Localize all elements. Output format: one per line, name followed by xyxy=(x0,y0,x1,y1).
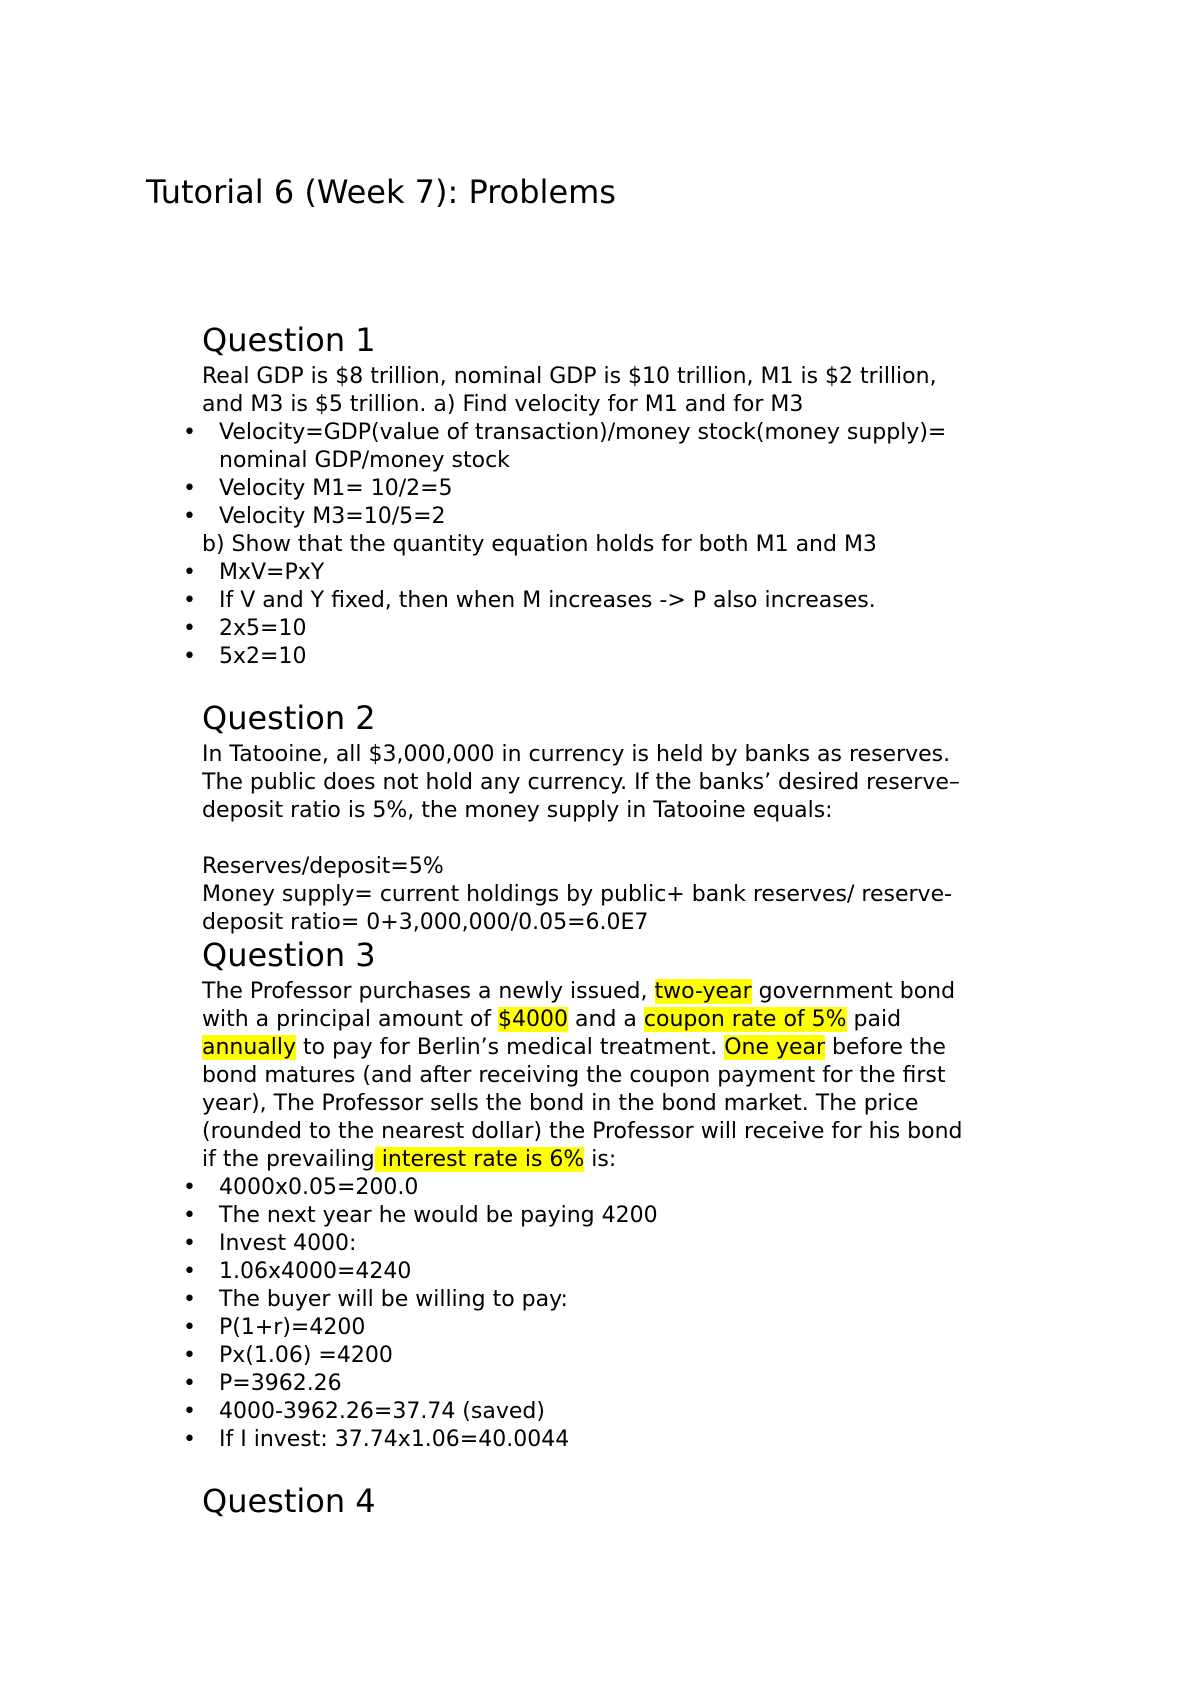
bullet-glyph: • xyxy=(183,1259,196,1284)
q3-text: is: xyxy=(584,1147,617,1172)
q2-text-line: deposit ratio is 5%, the money supply in Tatooine equals: xyxy=(202,798,833,823)
q3-text-line: bond matures (and after receiving the coupon payment for the first xyxy=(202,1063,946,1088)
q3-text-line xyxy=(202,1006,901,1034)
bullet-glyph: • xyxy=(183,588,196,613)
q3-bullet: P=3962.26 xyxy=(219,1371,342,1396)
bullet-glyph: • xyxy=(183,1371,196,1396)
bullet-glyph: • xyxy=(183,1343,196,1368)
question-2-heading: Question 2 xyxy=(202,699,376,737)
q3-text: government bond xyxy=(751,979,956,1004)
q2-text-line: deposit ratio= 0+3,000,000/0.05=6.0E7 xyxy=(202,910,649,935)
highlighted-text: $4000 xyxy=(498,1007,569,1032)
q3-bullet: The next year he would be paying 4200 xyxy=(219,1203,658,1228)
q3-text-line xyxy=(202,1034,946,1062)
q1-bullet-continuation: nominal GDP/money stock xyxy=(219,448,510,473)
q3-text: and a xyxy=(568,1007,644,1032)
question-1-heading: Question 1 xyxy=(202,321,376,359)
highlighted-text: two-year xyxy=(654,979,752,1004)
bullet-glyph: • xyxy=(183,616,196,641)
q1-bullet: 2x5=10 xyxy=(219,616,307,641)
bullet-glyph: • xyxy=(183,1399,196,1424)
bullet-glyph: • xyxy=(183,644,196,669)
q3-text: before the xyxy=(825,1035,946,1060)
bullet-glyph: • xyxy=(183,1315,196,1340)
bullet-glyph: • xyxy=(183,1231,196,1256)
bullet-glyph: • xyxy=(183,1175,196,1200)
q1-bullet: 5x2=10 xyxy=(219,644,307,669)
q3-bullet: P(1+r)=4200 xyxy=(219,1315,366,1340)
q3-text: if the prevailing xyxy=(202,1147,375,1172)
bullet-glyph: • xyxy=(183,504,196,529)
q3-bullet: The buyer will be willing to pay: xyxy=(219,1287,568,1312)
q3-bullet: 4000-3962.26=37.74 (saved) xyxy=(219,1399,545,1424)
question-4-heading: Question 4 xyxy=(202,1482,376,1520)
q3-bullet: 1.06x4000=4240 xyxy=(219,1259,412,1284)
bullet-glyph: • xyxy=(183,560,196,585)
bullet-glyph: • xyxy=(183,476,196,501)
bullet-glyph: • xyxy=(183,1287,196,1312)
q2-text-line: The public does not hold any currency. If the banks’ desired reserve– xyxy=(202,770,960,795)
q3-text: paid xyxy=(846,1007,902,1032)
highlighted-text: interest rate is 6% xyxy=(374,1147,585,1172)
q1-text-line: Real GDP is $8 trillion, nominal GDP is $10 trillion, M1 is $2 trillion, xyxy=(202,364,937,389)
q2-text-line: Reserves/deposit=5% xyxy=(202,854,444,879)
q1-bullet: Velocity=GDP(value of transaction)/money stock(money supply)= xyxy=(219,420,947,445)
q1-bullet: If V and Y fixed, then when M increases -> P also increases. xyxy=(219,588,876,613)
q3-text-line xyxy=(202,1146,616,1174)
q3-text: with a principal amount of xyxy=(202,1007,499,1032)
bullet-glyph: • xyxy=(183,1203,196,1228)
q1-bullet: Velocity M1= 10/2=5 xyxy=(219,476,453,501)
q1-text-line: and M3 is $5 trillion. a) Find velocity for M1 and for M3 xyxy=(202,392,804,417)
q3-bullet: 4000x0.05=200.0 xyxy=(219,1175,419,1200)
q3-bullet: If I invest: 37.74x1.06=40.0044 xyxy=(219,1427,570,1452)
q3-text: The Professor purchases a newly issued, xyxy=(202,979,655,1004)
bullet-glyph: • xyxy=(183,1427,196,1452)
q1-bullet: Velocity M3=10/5=2 xyxy=(219,504,446,529)
document-title: Tutorial 6 (Week 7): Problems xyxy=(146,173,616,211)
question-3-heading: Question 3 xyxy=(202,936,376,974)
bullet-glyph: • xyxy=(183,420,196,445)
q1-part-b: b) Show that the quantity equation holds for both M1 and M3 xyxy=(202,532,877,557)
q3-text: to pay for Berlin’s medical treatment. xyxy=(296,1035,725,1060)
q3-bullet: Invest 4000: xyxy=(219,1231,357,1256)
q1-bullet: MxV=PxY xyxy=(219,560,325,585)
highlighted-text: coupon rate of 5% xyxy=(643,1007,847,1032)
q3-text-line: (rounded to the nearest dollar) the Professor will receive for his bond xyxy=(202,1119,963,1144)
q2-text-line: In Tatooine, all $3,000,000 in currency is held by banks as reserves. xyxy=(202,742,951,767)
q3-text-line: year), The Professor sells the bond in the bond market. The price xyxy=(202,1091,919,1116)
q3-bullet: Px(1.06) =4200 xyxy=(219,1343,393,1368)
q2-text-line: Money supply= current holdings by public+ bank reserves/ reserve- xyxy=(202,882,953,907)
highlighted-text: One year xyxy=(724,1035,826,1060)
q3-text-line xyxy=(202,978,955,1006)
highlighted-text: annually xyxy=(202,1035,297,1060)
